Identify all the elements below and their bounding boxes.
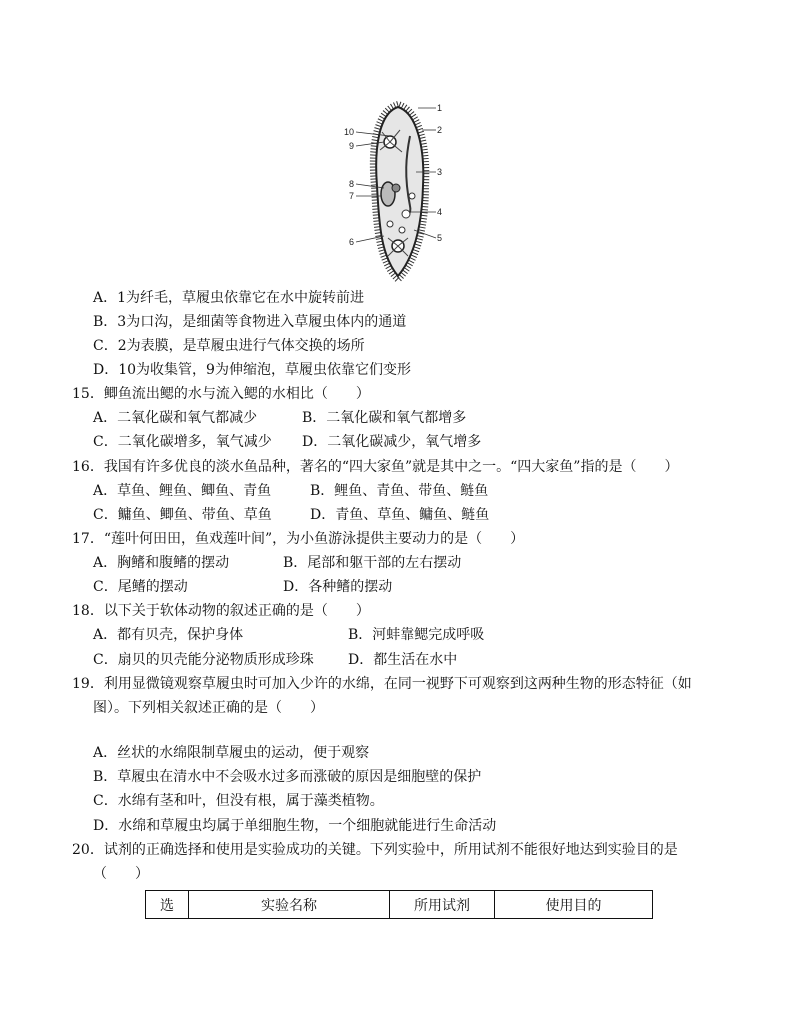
q18-option-b: B．河蚌靠鳃完成呼吸: [348, 627, 485, 643]
header-reagent: 所用试剂: [390, 891, 495, 919]
q15-option-c: C．二氧化碳增多，氧气减少: [93, 434, 272, 450]
q19-option-b: B．草履虫在清水中不会吸水过多而涨破的原因是细胞壁的保护: [93, 769, 482, 785]
header-experiment-name: 实验名称: [189, 891, 390, 919]
label-9: 9: [349, 141, 355, 151]
q18-option-d: D．都生活在水中: [348, 652, 458, 668]
q14-option-b: B．3为口沟，是细菌等食物进入草履虫体内的通道: [93, 314, 407, 330]
label-8: 8: [349, 179, 355, 189]
q17-stem: 17．“莲叶何田田，鱼戏莲叶间”，为小鱼游泳提供主要动力的是（ ）: [72, 531, 525, 547]
q19-option-c: C．水绵有茎和叶，但没有根，属于藻类植物。: [93, 793, 384, 809]
q15-option-d: D．二氧化碳减少，氧气增多: [302, 434, 482, 450]
q14-option-a: A．1为纤毛，草履虫依靠它在水中旋转前进: [93, 290, 365, 306]
q20-stem-line2: （ ）: [93, 866, 149, 882]
q14-option-d: D．10为收集管，9为伸缩泡，草履虫依靠它们变形: [93, 362, 411, 378]
q17-option-a: A．胸鳍和腹鳍的摆动: [93, 555, 230, 571]
q15-stem: 15．鲫鱼流出鳃的水与流入鳃的水相比（ ）: [72, 386, 370, 402]
experiment-table: [145, 890, 653, 919]
label-7: 7: [349, 191, 355, 201]
q16-option-c: C．鳙鱼、鲫鱼、带鱼、草鱼: [93, 507, 272, 523]
header-option: 选: [146, 891, 189, 919]
label-6: 6: [349, 237, 355, 247]
paramecium-figure: [340, 96, 452, 286]
label-5: 5: [437, 233, 443, 243]
q19-option-a: A．丝状的水绵限制草履虫的运动，便于观察: [93, 745, 370, 761]
q16-option-a: A．草鱼、鲤鱼、鲫鱼、青鱼: [93, 483, 272, 499]
q20-stem-line1: 20．试剂的正确选择和使用是实验成功的关键。下列实验中，所用试剂不能很好地达到实验目的是: [72, 842, 678, 858]
q18-option-c: C．扇贝的贝壳能分泌物质形成珍珠: [93, 652, 314, 668]
q17-option-c: C．尾鳍的摆动: [93, 579, 188, 595]
q15-option-b: B．二氧化碳和氧气都增多: [302, 410, 467, 426]
q19-option-d: D．水绵和草履虫均属于单细胞生物，一个细胞就能进行生命活动: [93, 818, 497, 834]
q16-option-b: B．鲤鱼、青鱼、带鱼、鲢鱼: [310, 483, 489, 499]
q19-stem-line1: 19．利用显微镜观察草履虫时可加入少许的水绵，在同一视野下可观察到这两种生物的形态特征（如: [72, 676, 692, 692]
q17-option-b: B．尾部和躯干部的左右摆动: [283, 555, 462, 571]
label-1: 1: [437, 103, 443, 113]
q16-option-d: D．青鱼、草鱼、鳙鱼、鲢鱼: [310, 507, 490, 523]
label-2: 2: [437, 125, 443, 135]
table-header-row: [146, 891, 653, 919]
header-purpose: 使用目的: [495, 891, 653, 919]
label-4: 4: [437, 207, 443, 217]
q17-option-d: D．各种鳍的摆动: [283, 579, 393, 595]
paramecium-diagram: [340, 96, 452, 286]
label-10: 10: [344, 127, 355, 137]
q19-stem-line2: 图）。下列相关叙述正确的是（ ）: [93, 700, 324, 716]
q18-stem: 18．以下关于软体动物的叙述正确的是（ ）: [72, 603, 370, 619]
q18-option-a: A．都有贝壳，保护身体: [93, 627, 244, 643]
label-3: 3: [437, 167, 443, 177]
q16-stem: 16．我国有许多优良的淡水鱼品种，著名的“四大家鱼”就是其中之一。“四大家鱼”指的是（ ）: [72, 459, 679, 475]
q14-option-c: C．2为表膜，是草履虫进行气体交换的场所: [93, 338, 365, 354]
q15-option-a: A．二氧化碳和氧气都减少: [93, 410, 258, 426]
